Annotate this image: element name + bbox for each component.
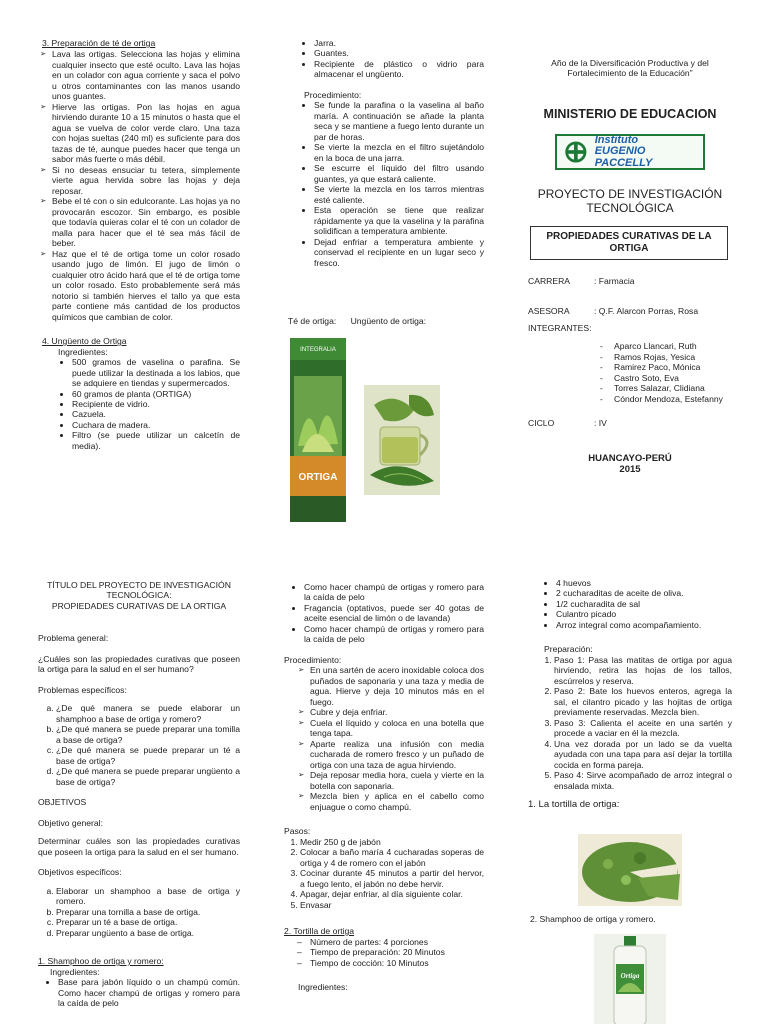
- specific-problems-list: [38, 703, 240, 787]
- product-box-graphic: [288, 336, 348, 524]
- career-label: CARRERA: [528, 275, 571, 286]
- tortilla-caption: 1. La tortilla de ortiga:: [528, 799, 620, 811]
- preparation-list: [528, 655, 732, 791]
- procedure-title: Procedimiento:: [304, 89, 362, 100]
- project-title-line-2: ORTIGA: [609, 242, 649, 254]
- list-item: - Ramirez Paco, Mónica: [614, 362, 732, 372]
- panel-shampoo-procedure: [284, 578, 484, 1024]
- steps-title: Pasos:: [284, 826, 311, 837]
- tortilla-image: [578, 834, 682, 906]
- list-item: 3. Paso 3: Calienta el aceite en una sartén y procede a vaciar en él la mezcla.: [554, 718, 732, 739]
- ortiga-product-image: [288, 336, 348, 524]
- shampoo-bottle-graphic: [594, 934, 666, 1024]
- list-item: 2. Colocar a baño maría 4 cucharadas soperas de ortiga y 4 de romero con el jabón: [300, 847, 484, 868]
- list-item: b. ¿De qué manera se puede preparar una tomilla a base de ortiga?: [56, 724, 240, 745]
- list-item: ➢ Aparte realiza una infusión con media cucharada de romero fresco y un puñado de ortiga con una taza de agua hirviendo.: [310, 739, 484, 770]
- list-item: • Recipiente de plástico o vidrio para almacenar el ungüento.: [314, 59, 484, 80]
- motto-line-1: Año de la Diversificación Productiva y del: [551, 58, 709, 68]
- tortilla-info-list: [284, 937, 484, 968]
- panel-cover: [528, 38, 732, 558]
- list-item: 4. Apagar, dejar enfriar, al día siguiente colar.: [300, 889, 484, 899]
- cycle-label: CICLO: [528, 418, 555, 429]
- tea-steps-list: [38, 49, 240, 322]
- list-item: 4. Una vez dorada por un lado se da vuelta ayudada con una tapa para así dejar la tortilla cocida en forma pareja.: [554, 739, 732, 770]
- list-item: • Filtro (se puede utilizar un calcetín de media).: [72, 430, 240, 451]
- logo-line-1: Instituto: [594, 133, 639, 146]
- list-item: • Como hacer champú de ortigas y romero para la caída de pelo: [304, 624, 484, 645]
- product-label: ORTIGA: [298, 472, 338, 483]
- tortilla-graphic: [578, 834, 682, 906]
- list-item: • Fragancia (optativos, puede ser 40 gotas de aceite esencial de limón o de lavanda): [304, 603, 484, 624]
- list-item: • Base para jabón líquido o un champú común. Como hacer champú de ortigas y romero para la caída de pelo: [58, 977, 240, 1008]
- list-item: - Aparco Llancari, Ruth: [614, 341, 732, 351]
- list-item: • Se vierte la mezcla en los tarros mientras esté caliente.: [314, 184, 484, 205]
- shampoo-ingredients-label: Ingredientes:: [50, 966, 100, 977]
- ingredients-label: Ingredientes:: [58, 346, 108, 357]
- section-4-title: 4. Ungüento de Ortiga: [42, 336, 127, 347]
- list-item: • 4 huevos: [556, 578, 732, 588]
- list-item: ➢ Deja reposar media hora, cuela y vierte en la botella con saponaria.: [310, 770, 484, 791]
- list-item: – Tiempo de preparación: 20 Minutos: [310, 947, 484, 957]
- project-title-line-1: PROPIEDADES CURATIVAS DE LA: [546, 230, 712, 242]
- project-heading-line-3: PROPIEDADES CURATIVAS DE LA ORTIGA: [51, 600, 227, 611]
- specific-problems-title: Problemas específicos:: [38, 684, 127, 695]
- list-item: 1. Paso 1: Pasa las matitas de ortiga por agua hirviendo, retira las hojas de los tallos, escúrrelos y reserva.: [554, 655, 732, 686]
- list-item: 3. Cocinar durante 45 minutos a partir del hervor, a fuego lento, el jabón no debe hervir.: [300, 868, 484, 889]
- career-value: : Farmacia: [594, 275, 635, 286]
- list-item: 5. Paso 4: Sirve acompañado de arroz integral o ensalada mixta.: [554, 770, 732, 791]
- list-item: • Se escurre el líquido del filtro usando guantes, ya que estará caliente.: [314, 163, 484, 184]
- career-row: [528, 276, 732, 286]
- panel-tea-ointment: [38, 38, 240, 558]
- preparation-title: Preparación:: [544, 644, 593, 655]
- list-item: d. ¿De qué manera se puede preparar ungüento a base de ortiga?: [56, 766, 240, 787]
- general-objective-text: Determinar cuáles son las propiedades curativas que poseen la ortiga para la salud en el ser humano.: [38, 836, 240, 857]
- tortilla-ingredients-list: [528, 578, 732, 630]
- shampoo-procedure-list: [284, 665, 484, 812]
- project-type-line-2: TECNOLÓGICA: [586, 201, 674, 216]
- members-label: INTEGRANTES:: [528, 322, 592, 333]
- list-item: ➢ Haz que el té de ortiga tome un color rosado usando jugo de limón. El jugo de limón o cualquier otro ácido hará que el té de ortiga tome un color rosado. Esto probablemente será más notorio si también hierves el tallo ya que esta parte contiene más cantidad de los productos químicos que cambian de color.: [52, 249, 240, 322]
- shampoo-ingredients-list: [38, 977, 240, 1008]
- list-item: a. Elaborar un shamphoo a base de ortiga y romero.: [56, 886, 240, 907]
- shampoo-bottle-image: [594, 934, 666, 1024]
- tortilla-section-title: 2. Tortilla de ortiga: [284, 926, 355, 937]
- list-item: 5. Envasar: [300, 900, 484, 910]
- project-title-box: [530, 226, 728, 260]
- list-item: c. Preparar un té a base de ortiga.: [56, 917, 240, 927]
- ointment-materials-list: [284, 38, 484, 80]
- shampoo-extra-ingredients-list: [284, 582, 484, 645]
- list-item: • Cuchara de madera.: [72, 420, 240, 430]
- bottle-label: Ortiga: [620, 972, 640, 980]
- list-item: b. Preparar una tornilla a base de ortiga.: [56, 907, 240, 917]
- shampoo-caption: 2. Shamphoo de ortiga y romero.: [530, 914, 656, 924]
- section-3-title: 3. Preparación de té de ortiga: [42, 38, 156, 48]
- members-list: [528, 341, 732, 404]
- ointment-ingredients-list: [38, 357, 240, 451]
- list-item: - Ramos Rojas, Yesica: [614, 352, 732, 362]
- list-item: • Arroz integral como acompañamiento.: [556, 620, 732, 630]
- list-item: • Como hacer champú de ortigas y romero para la caída de pelo: [304, 582, 484, 603]
- project-heading-line-1: TÍTULO DEL PROYECTO DE INVESTIGACIÓN: [47, 580, 231, 590]
- project-heading-line-2: TECNOLÓGICA:: [106, 590, 172, 601]
- product-brand: INTEGRALIA: [300, 347, 336, 353]
- list-item: - Cóndor Mendoza, Estefanny: [614, 394, 732, 404]
- tea-cup-graphic: [364, 385, 440, 495]
- list-item: • Esta operación se tiene que realizar rápidamente ya que la vaselina y la parafina solidifican a temperatura ambiente.: [314, 205, 484, 236]
- list-item: • Jarra.: [314, 38, 484, 48]
- nettle-tea-image: [364, 385, 440, 495]
- list-item: – Tiempo de cocción: 10 Minutos: [310, 958, 484, 968]
- list-item: • Culantro picado: [556, 609, 732, 619]
- list-item: ➢ Hierve las ortigas. Pon las hojas en agua hirviendo durante 10 a 15 minutos o hasta que el agua se vuelva de color verde claro. Una taza con hojas sueltas (240 ml) es suficiente para dos tazas de té, aunque puedes hacer que tenga un sabor más fuerte o más débil.: [52, 102, 240, 165]
- list-item: • Se funde la parafina o la vaselina al baño maría. A continuación se añade la planta seca y se mantiene a fuego lento durante un par de horas.: [314, 100, 484, 142]
- list-item: c. ¿De qué manera se puede preparar un té a base de ortiga?: [56, 745, 240, 766]
- list-item: ➢ En una sartén de acero inoxidable coloca dos puñados de saponaria y una taza y media de agua. Hierve y deja 10 minutos más en el fuego.: [310, 665, 484, 707]
- panel-ointment-procedure: [284, 38, 484, 558]
- list-item: ➢ Lava las ortigas. Selecciona las hojas y elimina cualquier insecto que esté oculto. Lava las hojas en un colador con agua corriente y saca el polvo u otros contaminantes con las manos usando unos guantes.: [52, 49, 240, 101]
- ointment-procedure-list: [284, 100, 484, 268]
- list-item: 1. Medir 250 g de jabón: [300, 837, 484, 847]
- steps-list: [284, 837, 484, 910]
- motto-line-2: Fortalecimiento de la Educación”: [567, 68, 693, 79]
- advisor-row: [528, 306, 732, 316]
- list-item: • Recipiente de vidrio.: [72, 399, 240, 409]
- institute-emblem-icon: [563, 140, 589, 164]
- specific-objectives-title: Objetivos específicos:: [38, 867, 122, 878]
- list-item: • 1/2 cucharadita de sal: [556, 599, 732, 609]
- list-item: • Se vierte la mezcla en el filtro sujetándolo en la boca de una jarra.: [314, 142, 484, 163]
- list-item: ➢ Cuela el líquido y coloca en una botella que tenga tapa.: [310, 718, 484, 739]
- panel-tortilla-preparation: [528, 578, 732, 1024]
- year-label: 2015: [619, 464, 641, 476]
- list-item: - Castro Soto, Eva: [614, 373, 732, 383]
- panel-problems-objectives: [38, 578, 240, 1024]
- list-item: • Cazuela.: [72, 409, 240, 419]
- list-item: • 500 gramos de vaselina o parafina. Se puede utilizar la destinada a los labios, que se adquiere en tiendas y supermercados.: [72, 357, 240, 388]
- ministry-title: MINISTERIO DE EDUCACION: [543, 106, 717, 121]
- objectives-title: OBJETIVOS: [38, 797, 87, 808]
- shampoo-procedure-title: Procedimiento:: [284, 654, 342, 665]
- project-type-line-1: PROYECTO DE INVESTIGACIÓN: [537, 187, 723, 202]
- general-problem-title: Problema general:: [38, 633, 109, 644]
- general-problem-text: ¿Cuáles son las propiedades curativas que poseen la ortiga para la salud en el ser humano?: [38, 653, 240, 675]
- list-item: ➢ Cubre y deja enfriar.: [310, 707, 484, 717]
- shampoo-section-title: 1. Shamphoo de ortiga y romero:: [38, 956, 164, 967]
- cycle-value: : IV: [594, 418, 607, 429]
- list-item: - Torres Salazar, Clidiana: [614, 383, 732, 393]
- cycle-row: [528, 418, 732, 428]
- list-item: d. Preparar ungüento a base de ortiga.: [56, 928, 240, 938]
- institute-logo: [555, 134, 705, 170]
- advisor-label: ASESORA: [528, 306, 570, 317]
- list-item: ➢ Mezcla bien y aplica en el cabello como enjuague o como champú.: [310, 791, 484, 812]
- advisor-value: : Q.F. Alarcon Porras, Rosa: [594, 306, 699, 317]
- tortilla-ingredients-label: Ingredientes:: [298, 981, 348, 992]
- logo-line-2: EUGENIO PACCELLY: [594, 145, 653, 169]
- list-item: • Guantes.: [314, 48, 484, 58]
- general-objective-title: Objetivo general:: [38, 817, 103, 828]
- list-item: – Número de partes: 4 porciones: [310, 937, 484, 947]
- image-captions: Té de ortiga: Ungüento de ortiga:: [288, 316, 427, 326]
- list-item: ➢ Si no deseas ensuciar tu tetera, simplemente vierte agua hervida sobre las hojas y deja reposar.: [52, 165, 240, 196]
- city-label: HUANCAYO-PERÚ: [588, 452, 672, 464]
- specific-objectives-list: [38, 886, 240, 938]
- list-item: ➢ Bebe el té con o sin edulcorante. Las hojas ya no provocarán escozor. Sin embargo, es posible que todavía quieras colar el té con un colador de malla para hacer que el té sea más fácil de beber.: [52, 196, 240, 248]
- list-item: 2. Paso 2: Bate los huevos enteros, agrega la sal, el cilantro picado y las hojitas de ortiga previamente reservadas. Mezcla bien.: [554, 686, 732, 717]
- list-item: • Dejad enfriar a temperatura ambiente y conservad el recipiente en un lugar seco y fresco.: [314, 237, 484, 268]
- list-item: • 60 gramos de planta (ORTIGA): [72, 389, 240, 399]
- list-item: • 2 cucharaditas de aceite de oliva.: [556, 588, 732, 598]
- list-item: a. ¿De qué manera se puede elaborar un shamphoo a base de ortiga y romero?: [56, 703, 240, 724]
